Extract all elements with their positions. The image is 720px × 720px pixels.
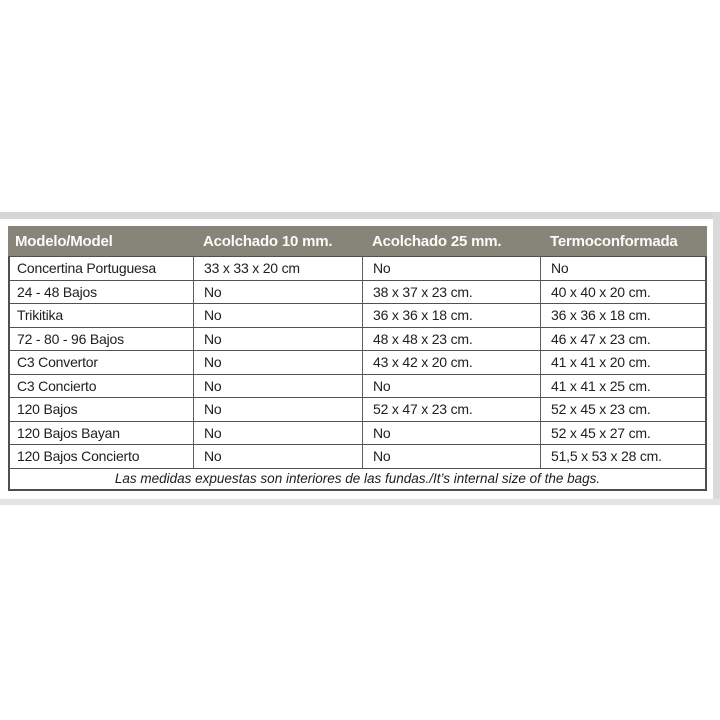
header-cell-acolchado-10: Acolchado 10 mm. [203, 232, 333, 250]
cell-acolchado-25: No [362, 375, 540, 398]
header-cell-acolchado-25: Acolchado 25 mm. [372, 232, 502, 250]
header-cell-modelo: Modelo/Model [15, 232, 113, 250]
table-row [10, 304, 705, 328]
cell-termoconformada: 41 x 41 x 25 cm. [540, 375, 705, 398]
cell-termoconformada: 46 x 47 x 23 cm. [540, 328, 705, 351]
case-sizes-table [8, 226, 707, 491]
table-footer-note: Las medidas expuestas son interiores de las fundas./It’s internal size of the bags. [114, 471, 601, 486]
cell-model: 120 Bajos Bayan [17, 424, 120, 441]
table-row [10, 257, 705, 281]
cell-acolchado-25: 38 x 37 x 23 cm. [362, 281, 540, 304]
cell-termoconformada: 36 x 36 x 18 cm. [540, 304, 705, 327]
table-row [10, 445, 705, 469]
table-header-row [8, 226, 707, 256]
table-row [10, 422, 705, 446]
header-cell-termoconformada: Termoconformada [550, 232, 678, 250]
cell-model: C3 Convertor [17, 354, 98, 371]
top-divider-strip [0, 212, 720, 219]
cell-acolchado-10: 33 x 33 x 20 cm [193, 257, 362, 280]
cell-acolchado-25: 48 x 48 x 23 cm. [362, 328, 540, 351]
cell-acolchado-25: 36 x 36 x 18 cm. [362, 304, 540, 327]
cell-acolchado-25: 52 x 47 x 23 cm. [362, 398, 540, 421]
cell-model: C3 Concierto [17, 377, 97, 394]
cell-model: Trikitika [17, 307, 63, 324]
cell-termoconformada: 51,5 x 53 x 28 cm. [540, 445, 705, 468]
table-row [10, 398, 705, 422]
cell-termoconformada: No [540, 257, 705, 280]
table-body [8, 256, 707, 491]
cell-acolchado-10: No [193, 375, 362, 398]
cell-acolchado-25: No [362, 445, 540, 468]
cell-acolchado-10: No [193, 351, 362, 374]
cell-termoconformada: 52 x 45 x 23 cm. [540, 398, 705, 421]
cell-acolchado-25: 43 x 42 x 20 cm. [362, 351, 540, 374]
cell-termoconformada: 40 x 40 x 20 cm. [540, 281, 705, 304]
cell-model: 120 Bajos [17, 401, 78, 418]
cell-acolchado-10: No [193, 328, 362, 351]
table-row [10, 328, 705, 352]
cell-termoconformada: 41 x 41 x 20 cm. [540, 351, 705, 374]
cell-acolchado-10: No [193, 422, 362, 445]
cell-acolchado-10: No [193, 445, 362, 468]
table-row [10, 281, 705, 305]
cell-model: 24 - 48 Bajos [17, 283, 97, 300]
cell-model: 120 Bajos Concierto [17, 448, 140, 465]
right-divider-strip [713, 212, 720, 505]
cell-acolchado-10: No [193, 304, 362, 327]
table-row [10, 351, 705, 375]
cell-model: Concertina Portuguesa [17, 260, 156, 277]
cell-model: 72 - 80 - 96 Bajos [17, 330, 124, 347]
bottom-divider-strip [0, 499, 720, 505]
cell-termoconformada: 52 x 45 x 27 cm. [540, 422, 705, 445]
cell-acolchado-10: No [193, 281, 362, 304]
table-row [10, 375, 705, 399]
cell-acolchado-25: No [362, 257, 540, 280]
cell-acolchado-10: No [193, 398, 362, 421]
cell-acolchado-25: No [362, 422, 540, 445]
